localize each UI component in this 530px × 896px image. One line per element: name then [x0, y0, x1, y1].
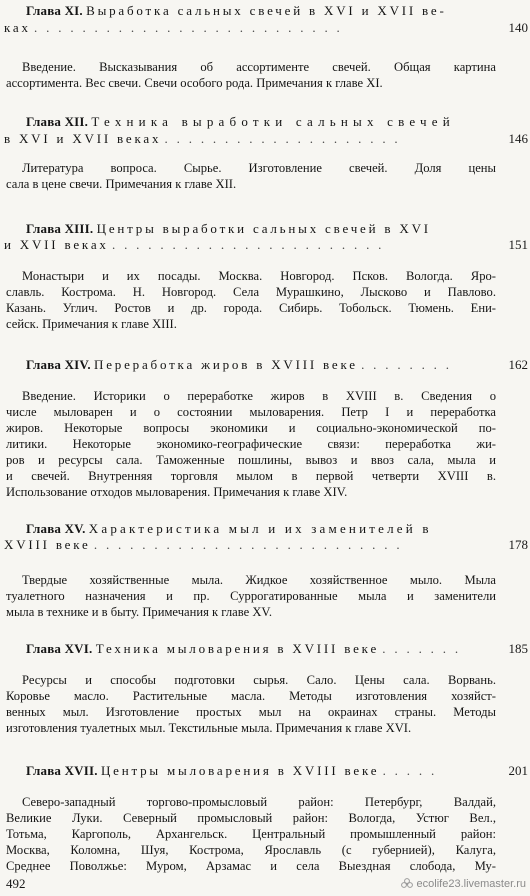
chapter-heading: Глава XIV. Переработка жиров в XVIII веке . . . . . . . . [26, 357, 452, 372]
chapter-title-continued: XVIII веке . . . . . . . . . . . . . . . . . . . . . . . . . . [4, 537, 403, 552]
chapter-page-number: 185 [508, 641, 528, 656]
chapter-summary-line: Использование отходов мыловарения. Примечания к главе XIV. [6, 485, 348, 499]
chapter-title: Переработка жиров в XVIII веке [94, 357, 358, 372]
chapter-summary-line: Твердые хозяйственные мыла. Жидкое хозяйственное мыло. Мыла [22, 573, 496, 587]
chapter-summary-line: Казань. Углич. Ростов и др. города. Сибирь. Тобольск. Тюмень. Ени- [6, 301, 496, 315]
chapter-heading: Глава XVII. Центры мыловарения в XVIII веке . . . . . [26, 763, 438, 778]
chapter-summary-line: Введение. Историки о переработке жиров в XVIII в. Сведения о [22, 389, 496, 403]
chapter-title: Техника мыловарения в XVIII веке [95, 641, 380, 656]
chapter-summary-line: славль. Кострома. Н. Новгород. Села Мурашкино, Лысково и Павлово. [6, 285, 496, 299]
chapter-summary-line: и свечей. Внутренняя торговля мылом в первой четверти XVIII в. [6, 469, 496, 483]
chapter-heading [26, 221, 431, 237]
chapter-label: Глава XVI. [26, 641, 93, 656]
chapter-summary-line: ассортимента. Вес свечи. Свечи особого рода. Примечания к главе XI. [6, 76, 383, 90]
chapter-label: Глава XII. [26, 114, 89, 129]
chapter-title: Центры мыловарения в XVIII веке [100, 763, 380, 778]
chapter-summary-line: Ресурсы и способы подготовки сырья. Сало. Цены сала. Ворвань. [22, 673, 496, 687]
chapter-summary-line: Москва, Коломна, Шуя, Кострома, Ярославль (с губернией), Калуга, [6, 843, 496, 857]
chapter-label: Глава XVII. [26, 763, 98, 778]
chapter-label: Глава XIII. [26, 221, 94, 236]
chapter-summary-line: Введение. Высказывания об ассортименте свечей. Общая картина [22, 60, 496, 74]
chapter-summary-line: Северо-западный торгово-промысловый район: Петербург, Валдай, [22, 795, 496, 809]
chapter-title: Выработка сальных свечей в XVI и XVII ве- [86, 3, 447, 18]
chapter-title-continued: ках . . . . . . . . . . . . . . . . . . . . . . . . . . [4, 20, 343, 35]
chapter-summary-line: изготовления туалетных мыл. Текстильные мыла. Примечания к главе XVI. [6, 721, 412, 735]
flower-logo-icon [400, 877, 414, 891]
chapter-label: Глава XIV. [26, 357, 91, 372]
chapter-summary-line: туалетного назначения и пр. Суррогатированные мыла и заменители [6, 589, 496, 603]
chapter-label: Глава XI. [26, 3, 83, 18]
watermark [400, 876, 526, 892]
chapter-title: Техника выработки сальных свечей [91, 114, 455, 129]
chapter-page-number: 162 [508, 357, 528, 372]
chapter-summary-line: Великие Луки. Северный промысловый район: Вологда, Устюг Вел., [6, 811, 496, 825]
chapter-heading [26, 114, 455, 130]
watermark-text: ecolife23.livemaster.ru [416, 878, 526, 890]
chapter-page-number: 201 [508, 763, 528, 778]
page-number: 492 [6, 876, 26, 891]
chapter-summary-line: Монастыри и их посады. Москва. Новгород. Псков. Вологда. Яро- [22, 269, 496, 283]
chapter-page-number: 140 [508, 20, 528, 35]
chapter-page-number: 146 [508, 131, 528, 146]
chapter-summary-line: Среднее Поволжье: Муром, Арзамас и села Выездная слобода, Му- [6, 859, 496, 873]
chapter-summary-line: венных мыл. Изготовление простых мыл на окраинах страны. Методы [6, 705, 496, 719]
chapter-summary-line: Тотьма, Каргополь, Архангельск. Центральный промышленный район: [6, 827, 496, 841]
chapter-summary-line: мыла в технике и в быту. Примечания к главе XV. [6, 605, 273, 619]
chapter-heading [26, 521, 432, 537]
chapter-label: Глава XV. [26, 521, 86, 536]
chapter-summary-line: литики. Некоторые экономико-географические связи: переработка жи- [6, 437, 496, 451]
chapter-summary-line: Коровье масло. Растительные масла. Методы изготовления хозяйст- [6, 689, 496, 703]
chapter-summary-line: числе мыловарен и о состоянии мыловарения. Петр I и переработка [6, 405, 496, 419]
chapter-summary-line: сала в цене свечи. Примечания к главе XII. [6, 177, 237, 191]
chapter-heading: Глава XVI. Техника мыловарения в XVIII веке . . . . . . . [26, 641, 461, 656]
chapter-title: Характеристика мыл и их заменителей в [88, 521, 432, 536]
chapter-summary-line: жиров. Некоторые вопросы экономики и социально-экономической по- [6, 421, 496, 435]
chapter-summary-line: сейск. Примечания к главе XIII. [6, 317, 177, 331]
chapter-summary-line: Литература вопроса. Сырье. Изготовление свечей. Доля цены [22, 161, 496, 175]
chapter-page-number: 151 [508, 237, 528, 252]
chapter-title-continued: и XVII веках . . . . . . . . . . . . . . . . . . . . . . . [4, 237, 385, 252]
chapter-title: Центры выработки сальных свечей в XVI [96, 221, 431, 236]
chapter-heading [26, 3, 447, 19]
chapter-title-continued: в XVI и XVII веках . . . . . . . . . . . . . . . . . . . . [4, 131, 401, 146]
chapter-summary-line: ров и ресурсы сала. Таможенные пошлины, вывоз и ввоз сала, мыла и [6, 453, 496, 467]
chapter-page-number: 178 [508, 537, 528, 552]
